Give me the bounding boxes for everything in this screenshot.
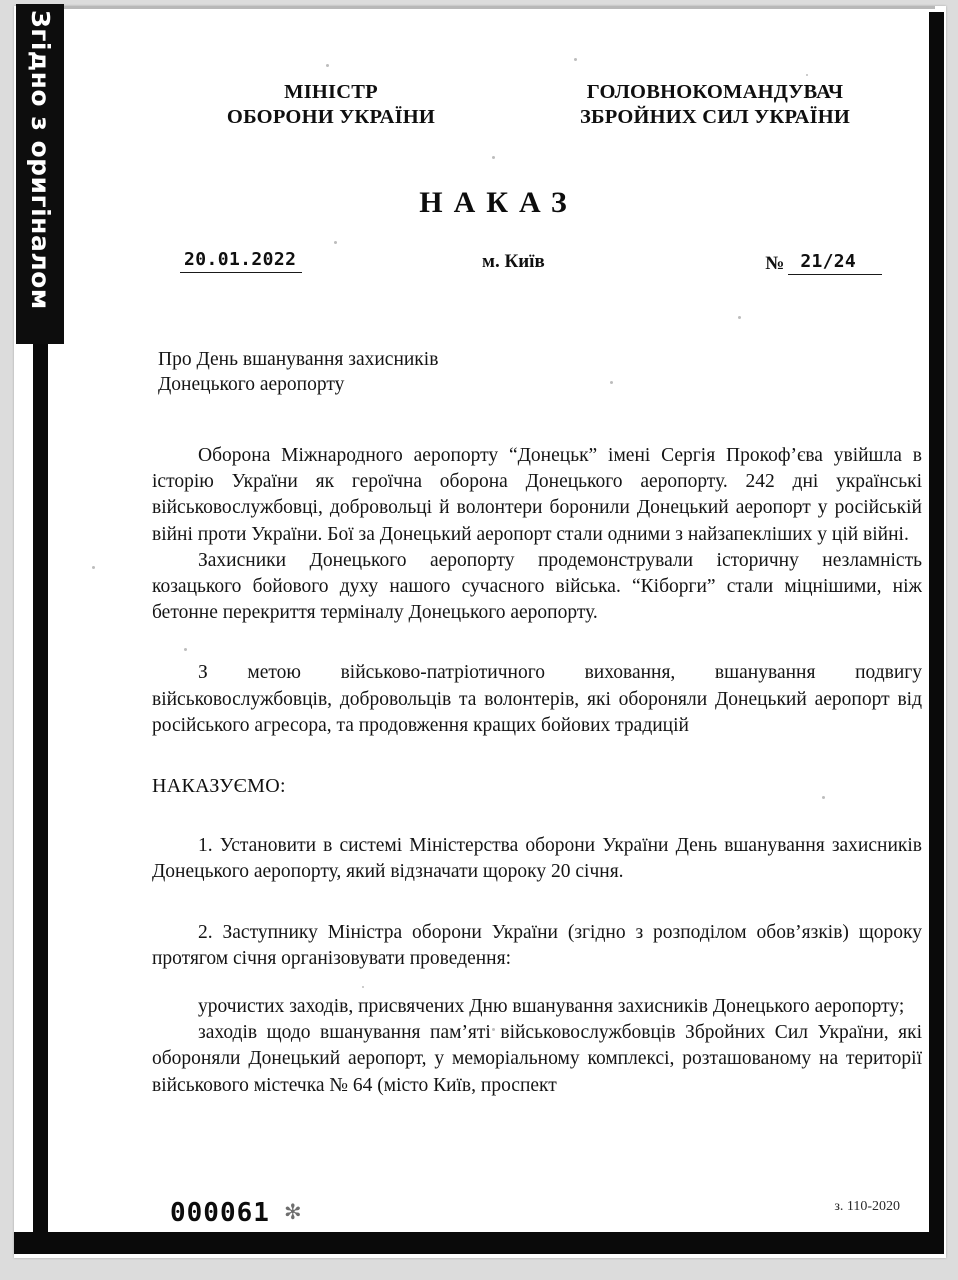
preamble-paragraph-3: З метою військово-патріотичного виховання, вшанування подвигу військовослужбовців, добровольців та волонтерів, які обороняли Донецький аеропорт від російського агресора, та продовження кращих бойових традицій (152, 662, 922, 736)
order-item-2-sub-1: урочистих заходів, присвячених Дню вшанування захисників Донецького аеропорту; (198, 996, 905, 1018)
scan-speckle (92, 566, 95, 569)
subject-line-1: Про День вшанування захисників (158, 349, 439, 370)
document-content (62, 6, 924, 1232)
order-item-2: 2. Заступнику Міністра оборони України (згідно з розподілом обов’язків) щороку протягом січня організовувати проведення: (152, 921, 922, 969)
commander-title-block (520, 80, 910, 130)
scan-speckle (738, 316, 741, 319)
commander-title-line1: ГОЛОВНОКОМАНДУВАЧ (586, 81, 844, 103)
preamble-paragraph-2: Захисники Донецького аеропорту продемонстрували історичну незламність козацького бойового духу нашого сучасного війська. “Кіборги” стали міцнішими, ніж бетонне перекриття термiналу Донецького аеропорту. (152, 549, 922, 624)
order-item-2-sub-2: заходів щодо вшанування пам’яті військовослужбовців Збройних Сил України, які обороняли Донецький аеропорт, у меморіальному комплексі, розташованому на території військового містечка № 64 (місто Київ, проспект (152, 1022, 922, 1096)
order-subject (158, 347, 678, 397)
order-directive-word: НАКАЗУЄМО: (152, 775, 286, 798)
scan-speckle (326, 64, 329, 67)
office-header (62, 80, 924, 130)
spacer (152, 626, 922, 660)
number-sign: № (765, 253, 785, 274)
archive-stamp-number: 000061 (170, 1198, 270, 1228)
scan-speckle (574, 58, 577, 61)
order-city: м. Київ (482, 251, 545, 272)
scan-speckle (806, 74, 808, 76)
minister-title-line2: ОБОРОНИ УКРАЇНИ (226, 106, 436, 128)
order-number: 21/24 (788, 251, 882, 275)
order-date: 20.01.2022 (180, 249, 302, 273)
certification-stamp-text: Згідно з оригіналом (26, 10, 55, 310)
order-number-group (765, 251, 882, 275)
scan-speckle (334, 241, 337, 244)
spacer (152, 799, 922, 833)
starburst-icon: ✻ (284, 1200, 302, 1224)
form-code: з. 110-2020 (834, 1199, 900, 1214)
order-meta-row (62, 249, 924, 279)
commander-title-line2: ЗБРОЙНИХ СИЛ УКРАЇНИ (579, 106, 851, 128)
order-item-1: 1. Установити в системі Міністерства оборони України День вшанування захисників Донецького аеропорту, який відзначати щороку 20 січня. (152, 835, 922, 883)
spacer (152, 972, 922, 994)
spacer (152, 739, 922, 773)
scan-edge-right (929, 12, 944, 1240)
spacer (152, 886, 922, 920)
minister-title-line1: МІНІСТР (284, 81, 378, 103)
scan-speckle (492, 156, 495, 159)
order-heading: НАКАЗ (419, 186, 578, 219)
minister-title-block (166, 80, 496, 130)
scan-edge-bottom (14, 1232, 944, 1254)
subject-line-2: Донецького аеропорту (158, 374, 345, 395)
preamble-paragraph-1: Оборона Міжнародного аеропорту “Донецьк” імені Сергія Прокоф’єва увійшла в історію України як героїчна оборона Донецького аеропорту. 242 дні українські військовослужбовці, добровольці й волонтери боронили Донецький аеропорт у російській війні проти України. Бої за Донецький аеропорт стали одними з найзапекліших у цій війні. (152, 445, 922, 545)
order-text-column (152, 443, 922, 1099)
